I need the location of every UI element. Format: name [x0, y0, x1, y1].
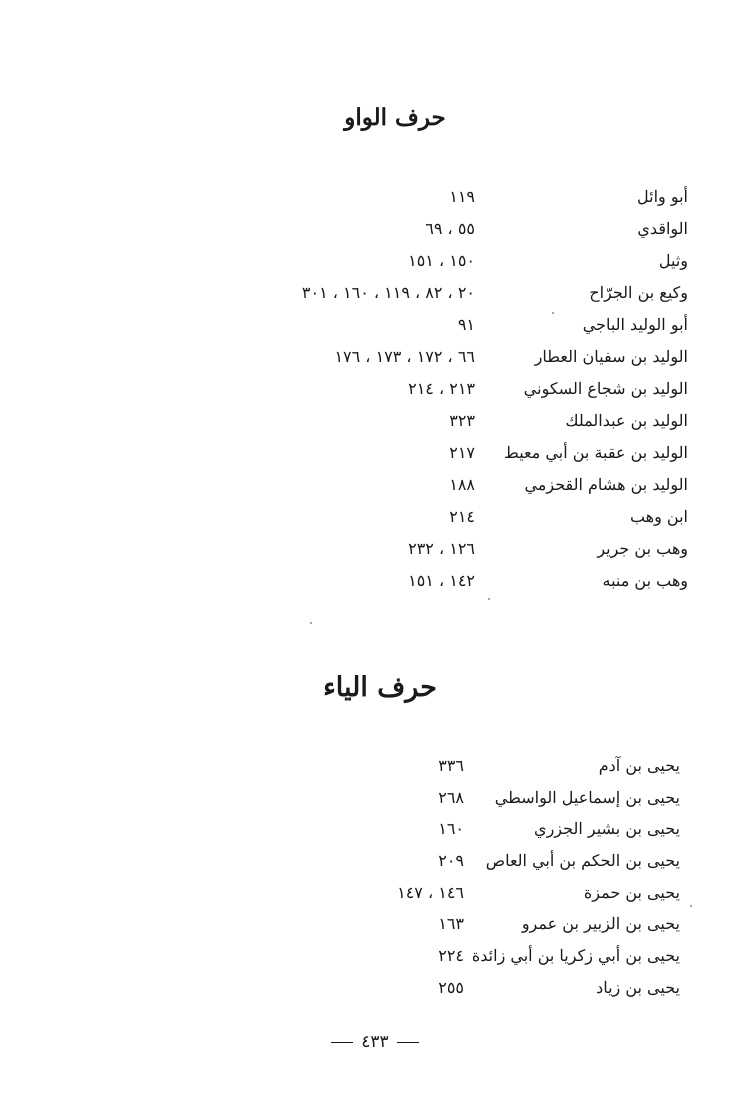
list-item [0, 535, 732, 567]
entry-pages: ٩١ [457, 315, 475, 334]
entry-pages: ٢٢٤ [438, 946, 464, 966]
list-item [0, 847, 732, 879]
list-item [0, 471, 732, 503]
entry-name: يحيى بن آدم [598, 756, 680, 775]
entries-list-waw [0, 183, 732, 599]
list-item [0, 343, 732, 375]
dash-right [331, 1042, 353, 1043]
list-item [0, 974, 732, 1006]
entry-pages: ٢١٤ [449, 507, 475, 526]
entry-pages: ٥٥ ، ٦٩ [425, 219, 475, 238]
entry-pages: ١٨٨ [449, 475, 475, 494]
entry-name: يحيى بن بشير الجزري [534, 819, 680, 839]
entry-pages: ٢٠٩ [438, 851, 464, 871]
entry-pages: ٣٢٣ [449, 411, 475, 430]
entry-pages: ١٤٢ ، ١٥١ [408, 571, 475, 590]
entry-pages: ٢٥٥ [438, 977, 464, 997]
list-item [0, 375, 732, 407]
entry-pages: ١٦٠ [438, 819, 464, 839]
list-item [0, 567, 732, 599]
entry-name: وثيل [658, 251, 688, 270]
list-item [0, 503, 732, 535]
entry-name: وهب بن جرير [597, 539, 688, 558]
entry-pages: ١١٩ [449, 187, 475, 206]
entry-name: الوليد بن شجاع السكوني [523, 379, 688, 398]
section-title-waw: حرف الواو [344, 104, 446, 131]
page-number [300, 1032, 450, 1052]
entry-name: يحيى بن الحكم بن أبي العاص [485, 851, 680, 871]
list-item [0, 311, 732, 343]
page-number-text: ٤٣٣ [361, 1032, 389, 1052]
list-item [0, 942, 732, 974]
entry-name: ابن وهب [629, 507, 688, 526]
entry-name: الوليد بن عبدالملك [565, 411, 688, 430]
entry-name: يحيى بن الزبير بن عمرو [521, 914, 680, 934]
list-item [0, 879, 732, 911]
entry-name: يحيى بن حمزة [583, 882, 680, 902]
entry-name: الوليد بن هشام القحزمي [524, 475, 688, 494]
entry-pages: ٢٠ ، ٨٢ ، ١١٩ ، ١٦٠ ، ٣٠١ [301, 283, 475, 302]
entry-pages: ١٥٠ ، ١٥١ [408, 251, 475, 270]
entry-pages: ٢١٣ ، ٢١٤ [408, 379, 475, 398]
entry-name: الواقدي [637, 219, 688, 238]
entry-pages: ٢١٧ [449, 443, 475, 462]
entry-pages: ٢٦٨ [438, 787, 464, 807]
paper-speck [488, 598, 490, 600]
section-title-ya: حرف الياء [323, 672, 437, 703]
list-item [0, 247, 732, 279]
entry-name: أبو الوليد الباجي [582, 315, 688, 334]
entry-pages: ٣٣٦ [438, 756, 464, 775]
list-item [0, 910, 732, 942]
paper-speck [552, 312, 554, 314]
entry-name: وهب بن منبه [602, 571, 688, 590]
list-item [0, 215, 732, 247]
entry-name: الوليد بن عقبة بن أبي معيط [504, 443, 688, 462]
entry-name: يحيى بن أبي زكريا بن أبي زائدة [471, 946, 680, 966]
entries-list-ya [0, 752, 732, 1006]
entry-name: أبو وائل [637, 187, 688, 206]
list-item [0, 752, 732, 784]
entry-pages: ٦٦ ، ١٧٢ ، ١٧٣ ، ١٧٦ [334, 347, 475, 366]
list-item [0, 279, 732, 311]
paper-speck [690, 905, 692, 907]
list-item [0, 183, 732, 215]
entry-pages: ١٢٦ ، ٢٣٢ [408, 539, 475, 558]
paper-speck [310, 622, 312, 624]
entry-pages: ١٦٣ [438, 914, 464, 934]
list-item [0, 815, 732, 847]
entry-name: يحيى بن إسماعيل الواسطي [494, 787, 680, 807]
list-item [0, 407, 732, 439]
entry-name: يحيى بن زياد [596, 977, 680, 997]
entry-pages: ١٤٦ ، ١٤٧ [397, 882, 464, 902]
list-item [0, 439, 732, 471]
list-item [0, 784, 732, 816]
entry-name: الوليد بن سفيان العطار [534, 347, 688, 366]
dash-left [397, 1042, 419, 1043]
entry-name: وكيع بن الجرّاح [589, 283, 688, 302]
